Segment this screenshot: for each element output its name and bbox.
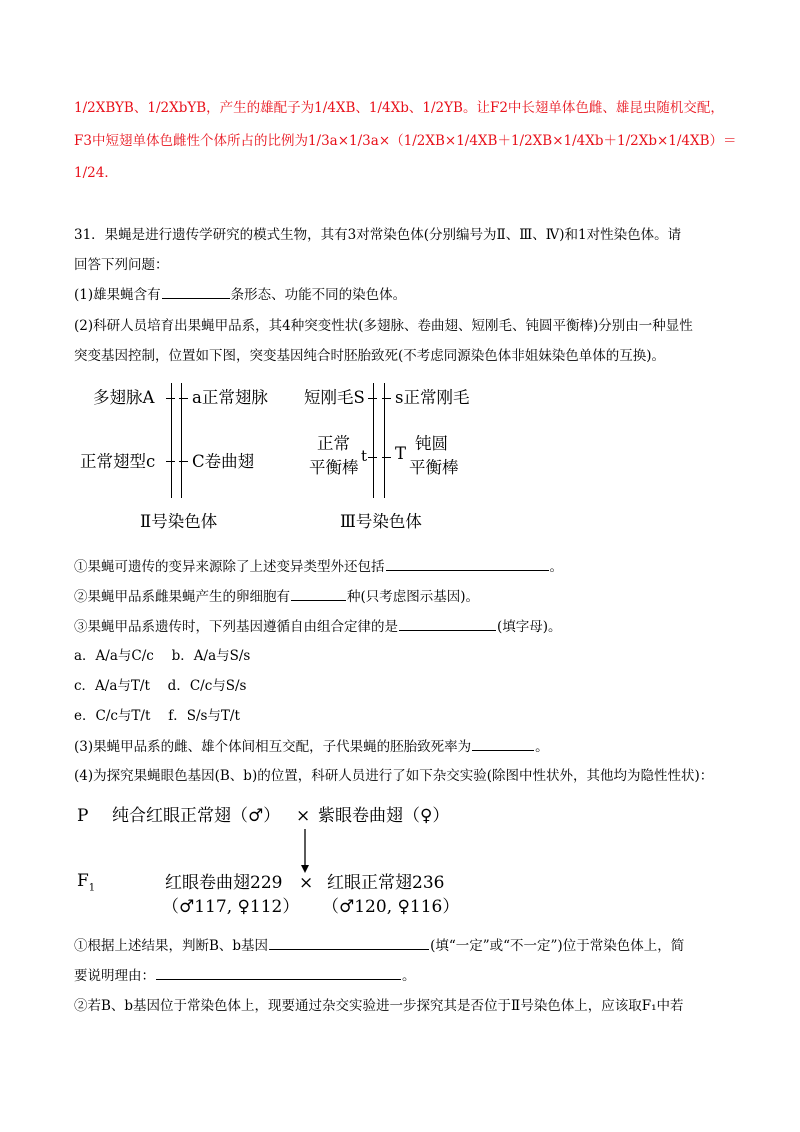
chr2-locus-a-left: [166, 398, 175, 399]
p-cross-symbol: ×: [296, 806, 311, 826]
sub2-suffix: 种(只考虑图示基因)。: [347, 589, 480, 605]
p-generation-label: P: [77, 806, 89, 826]
chr2-locus-a-right: [179, 398, 188, 399]
q1-suffix: 条形态、功能不同的染色体。: [230, 287, 407, 303]
sub-question-3: [74, 617, 562, 636]
chr3-locus-t-right: [382, 457, 391, 458]
chr2-strand-left: [171, 383, 172, 498]
q4-sub1-prefix: ①根据上述结果，判断B、b基因: [74, 938, 269, 954]
option-row-2: c．A/a与T/t d．C/c与S/s: [74, 678, 247, 694]
chr2-left-top: 多翅脉A: [93, 388, 155, 407]
chr2-right-bottom: C卷曲翅: [192, 452, 255, 471]
q1-prefix: (1)雄果蝇含有: [74, 287, 161, 303]
chr3-left-bottom-1: 正常: [317, 434, 350, 453]
f1-left-phenotype: 红眼卷曲翅229: [165, 873, 283, 893]
sub-question-2: [74, 587, 479, 606]
question-2-line-2: 突变基因控制，位置如下图，突变基因纯合时胚胎致死(不考虑同源染色体非姐妹染色单体的互换)。: [74, 348, 666, 364]
q4-sub1-answer-blank[interactable]: [269, 936, 429, 950]
q3-answer-blank[interactable]: [472, 737, 534, 751]
chr3-locus-t-left: [368, 457, 377, 458]
question-1: [74, 285, 406, 304]
sub3-prefix: ③果蝇甲品系遗传时，下列基因遵循自由组合定律的是: [74, 619, 398, 635]
f1-left-counts: （♂117, ♀112）: [162, 897, 300, 917]
sub1-answer-blank[interactable]: [386, 557, 549, 571]
chr3-locus-s-left: [368, 398, 377, 399]
question-4: (4)为探究果蝇眼色基因(B、b)的位置，科研人员进行了如下杂交实验(除图中性状外，其他均为隐性性状)：: [74, 768, 714, 784]
cross-arrow-icon: [298, 827, 312, 875]
sub-question-1: [74, 557, 563, 576]
f1-label-subscript: 1: [88, 882, 96, 894]
q4-sub1-reason-blank[interactable]: [156, 966, 401, 980]
q1-answer-blank[interactable]: [162, 285, 230, 299]
sub2-prefix: ②果蝇甲品系雌果蝇产生的卵细胞有: [74, 589, 290, 605]
q4-sub-question-1: [74, 936, 684, 955]
q3-suffix: 。: [535, 739, 549, 755]
option-row-3: e．C/c与T/t f．S/s与T/t: [74, 708, 240, 724]
q4-sub1-line2-suffix: 。: [402, 968, 416, 984]
chr2-strand-right: [181, 383, 182, 498]
q4-sub1-suffix: (填“一定”或“不一定”)位于常染色体上，简: [430, 938, 685, 954]
chr3-gene-t: t: [361, 447, 368, 465]
q4-sub-question-1-line-2: [74, 966, 416, 985]
chr2-locus-c-right: [179, 461, 188, 462]
chr3-strand-left: [373, 383, 374, 498]
p-female-parent: 紫眼卷曲翅（♀）: [318, 806, 450, 826]
q4-sub-question-2: ②若B、b基因位于常染色体上，现要通过杂交实验进一步探究其是否位于Ⅱ号染色体上，应该取F₁中若: [74, 998, 684, 1014]
chr3-strand-right: [384, 383, 385, 498]
sub3-answer-blank[interactable]: [399, 617, 496, 631]
question-intro-1: 31．果蝇是进行遗传学研究的模式生物，其有3对常染色体(分别编号为Ⅱ、Ⅲ、Ⅳ)和1对性染色体。请: [74, 227, 682, 243]
f1-label-letter: F: [77, 871, 89, 891]
chr2-locus-c-left: [166, 461, 175, 462]
chr3-left-top: 短刚毛S: [304, 388, 365, 407]
q3-prefix: (3)果蝇甲品系的雌、雄个体间相互交配，子代果蝇的胚胎致死率为: [74, 739, 472, 755]
f1-cross-symbol: ×: [299, 873, 314, 893]
f1-right-counts: （♂120, ♀116）: [322, 897, 460, 917]
sub2-answer-blank[interactable]: [291, 587, 346, 601]
chr3-right-bottom-1: 钝圆: [415, 434, 448, 453]
answer-line-2: F3中短翅单体色雌性个体所占的比例为1/3a×1/3a×（1/2XB×1/4XB＋1/2XB×1/4Xb＋1/2Xb×1/4XB）＝: [74, 133, 737, 149]
sub3-suffix: (填字母)。: [497, 619, 562, 635]
chr3-gene-T: T: [395, 444, 407, 463]
chr3-left-bottom-2: 平衡棒: [309, 458, 359, 477]
chr2-left-bottom: 正常翅型c: [80, 452, 156, 471]
chr2-label: Ⅱ号染色体: [140, 512, 218, 531]
sub1-suffix: 。: [549, 559, 563, 575]
chr3-right-top: s正常刚毛: [395, 388, 470, 407]
sub1-prefix: ①果蝇可遗传的变异来源除了上述变异类型外还包括: [74, 559, 385, 575]
question-intro-2: 回答下列问题：: [74, 257, 169, 273]
question-2-line-1: (2)科研人员培育出果蝇甲品系，其4种突变性状(多翅脉、卷曲翅、短刚毛、钝圆平衡棒)分别由一种显性: [74, 318, 693, 334]
chr3-right-bottom-2: 平衡棒: [409, 458, 459, 477]
answer-line-3: 1/24．: [74, 165, 118, 181]
chr3-label: Ⅲ号染色体: [340, 512, 422, 531]
f1-right-phenotype: 红眼正常翅236: [327, 873, 445, 893]
option-row-1: a．A/a与C/c b．A/a与S/s: [74, 648, 251, 664]
question-3: [74, 737, 549, 756]
answer-line-1: 1/2XBYB、1/2XbYB，产生的雄配子为1/4XB、1/4Xb、1/2YB。让F2中长翅单体色雌、雄昆虫随机交配，: [74, 100, 724, 116]
f1-generation-label: [77, 871, 95, 898]
p-male-parent: 纯合红眼正常翅（♂）: [112, 806, 281, 826]
q4-sub1-line2-prefix: 要说明理由：: [74, 968, 155, 984]
chr2-right-top: a正常翅脉: [192, 388, 268, 407]
chr3-locus-s-right: [382, 398, 391, 399]
